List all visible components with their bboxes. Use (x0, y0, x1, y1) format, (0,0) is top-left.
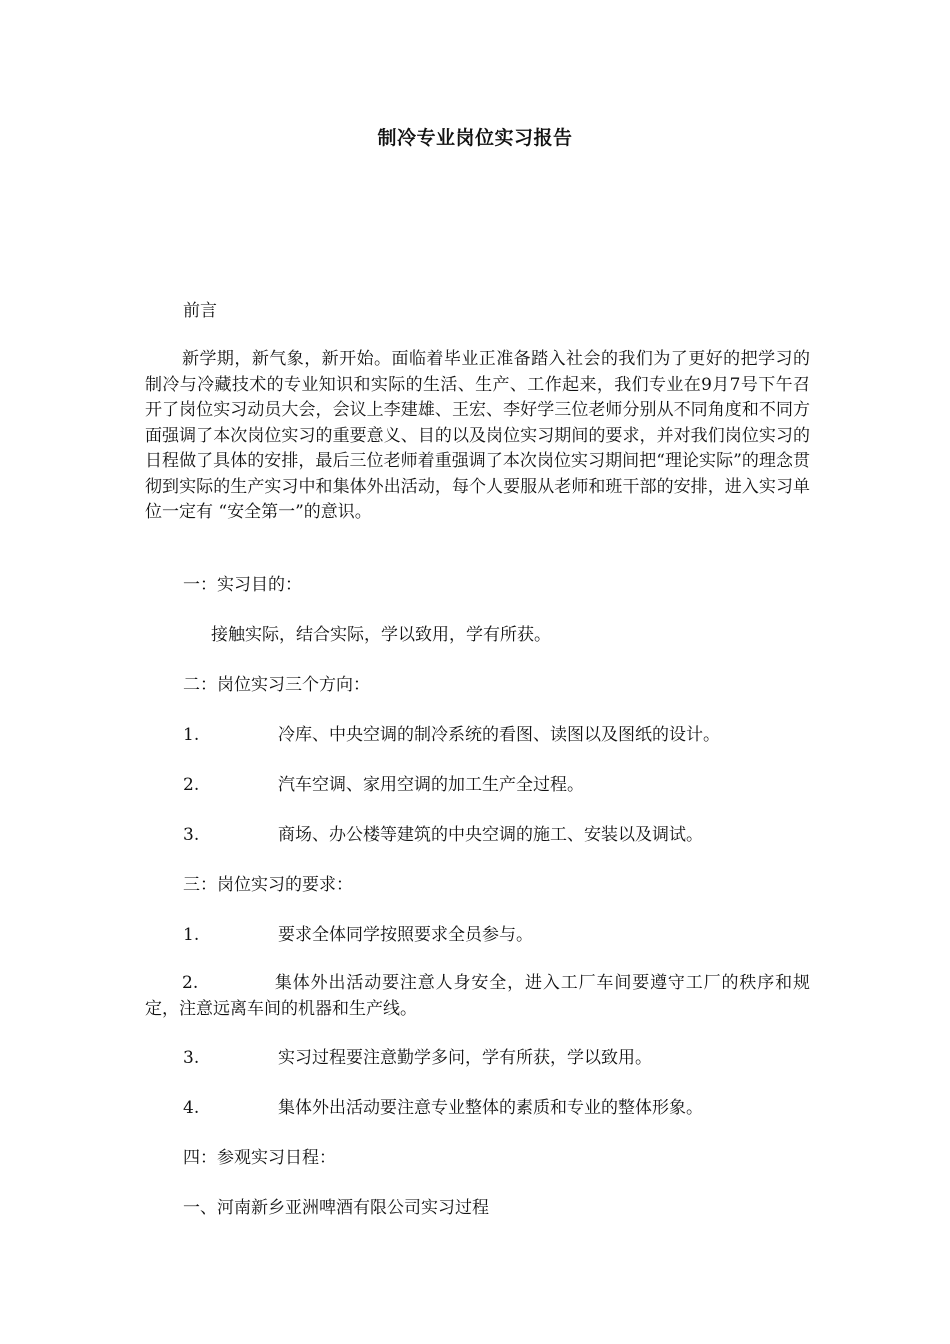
section-4-subheading: 一、河南新乡亚洲啤酒有限公司实习过程 (183, 1198, 489, 1218)
item-text: 集体外出活动要注意专业整体的素质和专业的整体形象。 (278, 1098, 703, 1118)
section-1-heading: 一：实习目的： (183, 575, 302, 595)
item-number: 1. (183, 725, 200, 745)
item-text: 实习过程要注意勤学多问，学有所获，学以致用。 (278, 1048, 652, 1068)
item-text: 汽车空调、家用空调的加工生产全过程。 (278, 775, 584, 795)
item-text: 集体外出活动要注意人身安全，进入工厂车间要遵守工厂的秩序和规定，注意远离车间的机器和生产线。 (145, 973, 810, 1019)
item-number: 1. (183, 925, 200, 945)
document-title: 制冷专业岗位实习报告 (377, 127, 573, 149)
section-1-text: 接触实际，结合实际，学以致用，学有所获。 (211, 625, 551, 645)
section-3-item (145, 970, 810, 1022)
item-number: 3. (183, 1048, 200, 1068)
section-3-item (183, 1045, 652, 1071)
item-text: 要求全体同学按照要求全员参与。 (278, 925, 533, 945)
preface-heading: 前言 (183, 301, 217, 321)
item-text: 冷库、中央空调的制冷系统的看图、读图以及图纸的设计。 (278, 725, 720, 745)
preface-paragraph: 新学期，新气象，新开始。面临着毕业正准备踏入社会的我们为了更好的把学习的制冷与冷藏技术的专业知识和实际的生活、生产、工作起来，我们专业在9月7号下午召开了岗位实习动员大会，会议上李建雄、王宏、李好学三位老师分别从不同角度和不同方面强调了本次岗位实习的重要意义、目的以及岗位实习期间的要求，并对我们岗位实习的日程做了具体的安排，最后三位老师着重强调了本次岗位实习期间把“理论实际”的理念贯彻到实际的生产实习中和集体外出活动，每个人要服从老师和班干部的安排，进入实习单位一定有 “安全第一”的意识。 (145, 349, 810, 522)
section-3-item (183, 922, 533, 948)
section-2-item (183, 722, 720, 748)
item-text: 商场、办公楼等建筑的中央空调的施工、安装以及调试。 (278, 825, 703, 845)
section-4-heading: 四：参观实习日程： (183, 1148, 336, 1168)
item-number: 4. (183, 1098, 200, 1118)
item-number: 3. (183, 825, 200, 845)
section-2-heading: 二：岗位实习三个方向： (183, 675, 370, 695)
section-3-item (183, 1095, 703, 1121)
section-3-heading: 三：岗位实习的要求： (183, 875, 353, 895)
item-number: 2. (183, 775, 200, 795)
section-2-item (183, 772, 584, 798)
item-number: 2. (182, 973, 199, 993)
section-2-item (183, 822, 703, 848)
